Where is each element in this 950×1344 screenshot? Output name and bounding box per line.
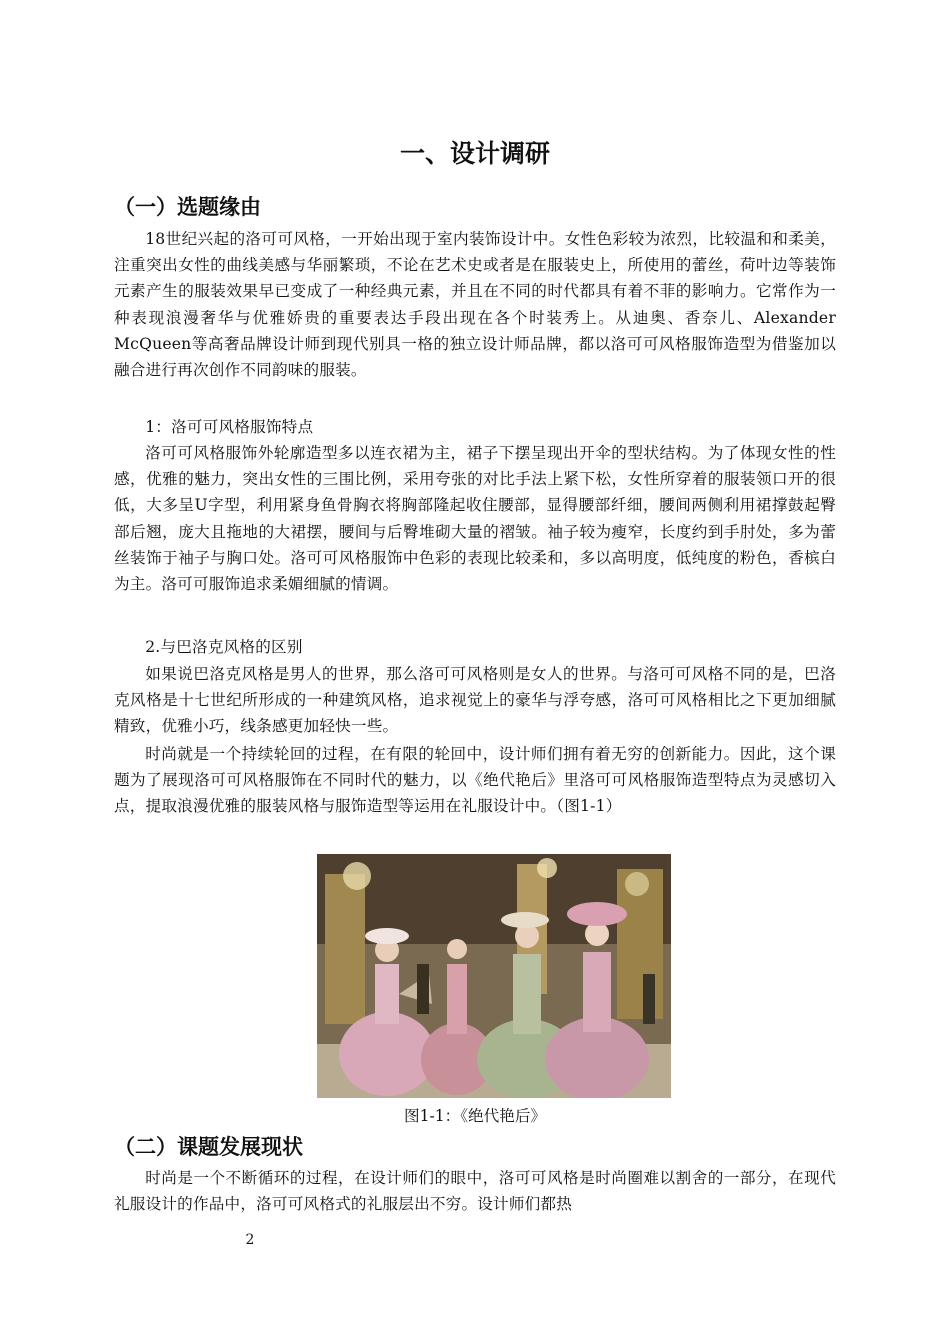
paragraph-features: 洛可可风格服饰外轮廓造型多以连衣裙为主，裙子下摆呈现出开伞的型状结构。为了体现女性的性感，优雅的魅力，突出女性的三围比例，采用夸张的对比手法上紧下松，女性所穿着的服装领口开的很低，大多呈U字型，利用紧身鱼骨胸衣将胸部隆起收住腰部，显得腰部纤细，腰间两侧利用裙撑鼓起臀部后翘，庞大且拖地的大裙摆，腰间与后臀堆砌大量的褶皱。袖子较为瘦窄，长度约到手肘处，多为蕾丝装饰于袖子与胸口处。洛可可风格服饰中色彩的表现比较柔和，多以高明度，低纯度的粉色，香槟白为主。洛可可服饰追求柔媚细腻的情调。 bbox=[114, 444, 836, 594]
subheading-features: 1：洛可可风格服饰特点 bbox=[145, 418, 314, 436]
figure-photo bbox=[317, 854, 671, 1098]
section-title-2: （二）课题发展现状 bbox=[114, 1135, 303, 1159]
section-title-1: （一）选题缘由 bbox=[114, 195, 261, 219]
rococo-costume-photo-illustration bbox=[317, 854, 671, 1098]
page-number: 2 bbox=[245, 1232, 255, 1248]
chapter-heading: 一、设计调研 bbox=[399, 139, 550, 168]
paragraph-topic: 时尚就是一个持续轮回的过程，在有限的轮回中，设计师们拥有着无穷的创新能力。因此，这个课题为了展现洛可可风格服饰在不同时代的魅力，以《绝代艳后》里洛可可风格服饰造型特点为灵感切入点，提取浪漫优雅的服装风格与服饰造型等运用在礼服设计中。（图1-1） bbox=[114, 745, 836, 816]
subheading-baroque: 2.与巴洛克风格的区别 bbox=[145, 638, 303, 656]
paragraph-baroque: 如果说巴洛克风格是男人的世界，那么洛可可风格则是女人的世界。与洛可可风格不同的是，巴洛克风格是十七世纪所形成的一种建筑风格，追求视觉上的豪华与浮夸感，洛可可风格相比之下更加细腻精致，优雅小巧，线条感更加轻快一些。 bbox=[114, 665, 836, 736]
paragraph-intro: 18世纪兴起的洛可可风格，一开始出现于室内装饰设计中。女性色彩较为浓烈，比较温和和柔美，注重突出女性的曲线美感与华丽繁琐，不论在艺术史或者是在服装史上，所使用的蕾丝，荷叶边等装饰元素产生的服装效果早已变成了一种经典元素，并且在不同的时代都具有着不菲的影响力。它常作为一种表现浪漫奢华与优雅娇贵的重要表达手段出现在各个时装秀上。从迪奥、香奈儿、Alexander McQueen等高奢品牌设计师到现代别具一格的独立设计师品牌，都以洛可可风格服饰造型为借鉴加以融合进行再次创作不同韵味的服装。 bbox=[114, 230, 836, 380]
paragraph-status: 时尚是一个不断循环的过程，在设计师们的眼中，洛可可风格是时尚圈难以割舍的一部分，在现代礼服设计的作品中，洛可可风格式的礼服层出不穷。设计师们都热 bbox=[114, 1169, 836, 1214]
figure-caption: 图1-1：《绝代艳后》 bbox=[403, 1107, 547, 1125]
